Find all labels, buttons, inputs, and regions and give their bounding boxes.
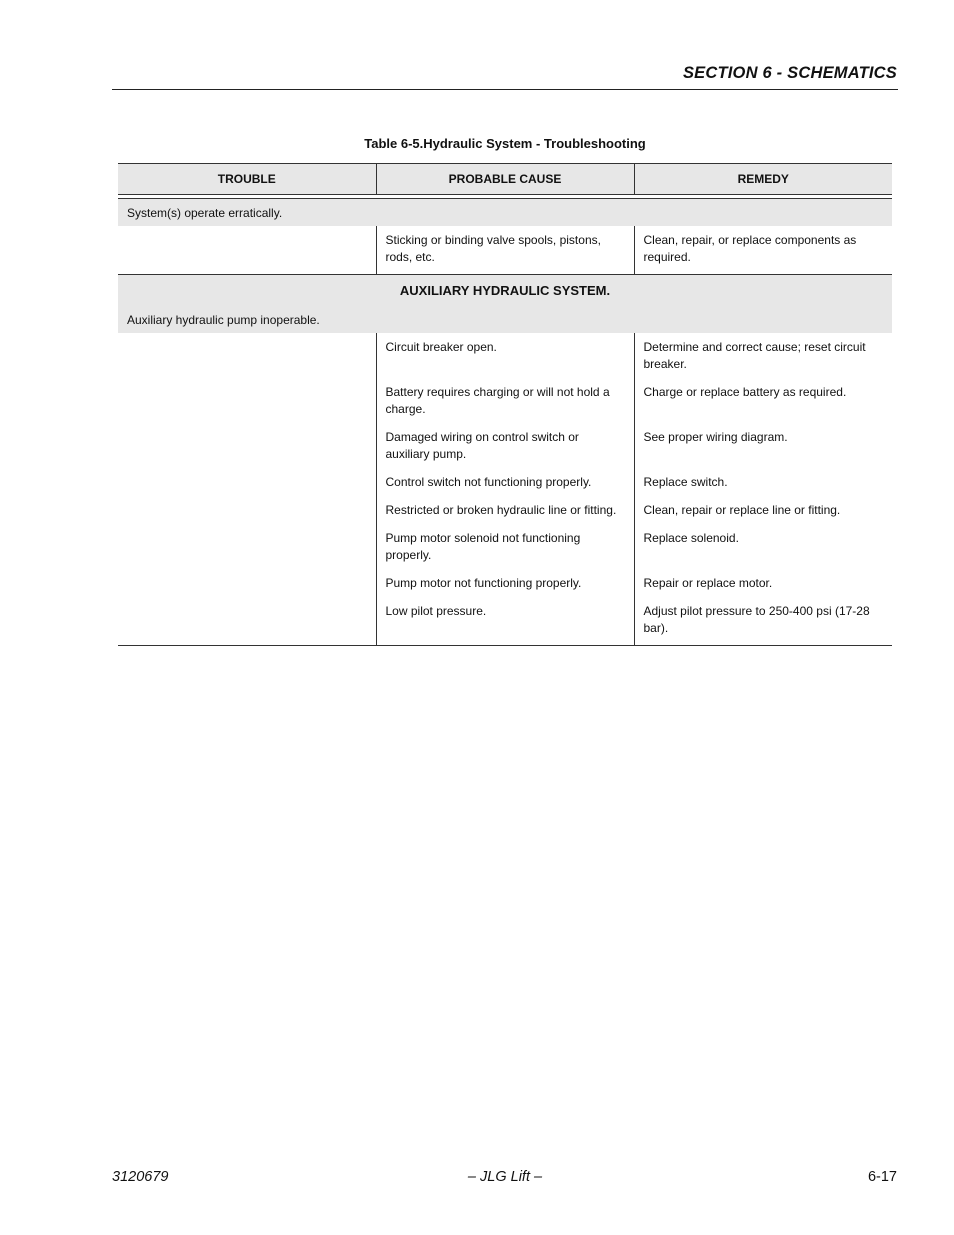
table-row (118, 569, 892, 597)
header-divider (112, 89, 898, 90)
trouble-cell-empty (118, 378, 376, 423)
table-caption: Table 6-5.Hydraulic System - Troubleshooting (364, 136, 646, 151)
section-heading-row (118, 275, 892, 307)
probable-cause-cell: Circuit breaker open. (376, 333, 634, 378)
footer-publisher: – JLG Lift – (467, 1169, 543, 1185)
remedy-cell: Determine and correct cause; reset circuit breaker. (634, 333, 892, 378)
footer-doc-number: 3120679 (112, 1169, 169, 1185)
remedy-cell: Charge or replace battery as required. (634, 378, 892, 423)
trouble-text: System(s) operate erratically. (118, 199, 892, 227)
trouble-cell-empty (118, 333, 376, 378)
probable-cause-cell: Low pilot pressure. (376, 597, 634, 646)
section-title: SECTION 6 - SCHEMATICS (682, 64, 897, 82)
column-header-remedy: REMEDY (634, 164, 892, 195)
probable-cause-cell: Damaged wiring on control switch or auxiliary pump. (376, 423, 634, 468)
probable-cause-cell: Pump motor solenoid not functioning properly. (376, 524, 634, 569)
trouble-cell-empty (118, 569, 376, 597)
probable-cause-cell: Pump motor not functioning properly. (376, 569, 634, 597)
remedy-cell: Adjust pilot pressure to 250-400 psi (17-28 bar). (634, 597, 892, 646)
remedy-cell: Repair or replace motor. (634, 569, 892, 597)
column-header-probable-cause: PROBABLE CAUSE (376, 164, 634, 195)
trouble-cell-empty (118, 597, 376, 646)
trouble-text: Auxiliary hydraulic pump inoperable. (118, 306, 892, 333)
section-heading: AUXILIARY HYDRAULIC SYSTEM. (118, 275, 892, 307)
remedy-cell: See proper wiring diagram. (634, 423, 892, 468)
table-row (118, 333, 892, 378)
troubleshooting-table (118, 163, 892, 646)
table-header-row (118, 164, 892, 195)
remedy-cell: Replace solenoid. (634, 524, 892, 569)
probable-cause-cell: Sticking or binding valve spools, pistons, rods, etc. (376, 226, 634, 275)
table-row (118, 226, 892, 275)
column-header-trouble: TROUBLE (118, 164, 376, 195)
table-row (118, 496, 892, 524)
trouble-row (118, 306, 892, 333)
trouble-cell-empty (118, 468, 376, 496)
table-row (118, 597, 892, 646)
probable-cause-cell: Control switch not functioning properly. (376, 468, 634, 496)
remedy-cell: Clean, repair, or replace components as required. (634, 226, 892, 275)
trouble-row (118, 199, 892, 227)
table-row (118, 423, 892, 468)
table-row (118, 468, 892, 496)
footer-page-number: 6-17 (867, 1169, 897, 1185)
trouble-cell-empty (118, 524, 376, 569)
trouble-cell-empty (118, 226, 376, 275)
probable-cause-cell: Battery requires charging or will not hold a charge. (376, 378, 634, 423)
table-row (118, 378, 892, 423)
remedy-cell: Replace switch. (634, 468, 892, 496)
table-row (118, 524, 892, 569)
remedy-cell: Clean, repair or replace line or fitting. (634, 496, 892, 524)
probable-cause-cell: Restricted or broken hydraulic line or fitting. (376, 496, 634, 524)
trouble-cell-empty (118, 423, 376, 468)
trouble-cell-empty (118, 496, 376, 524)
